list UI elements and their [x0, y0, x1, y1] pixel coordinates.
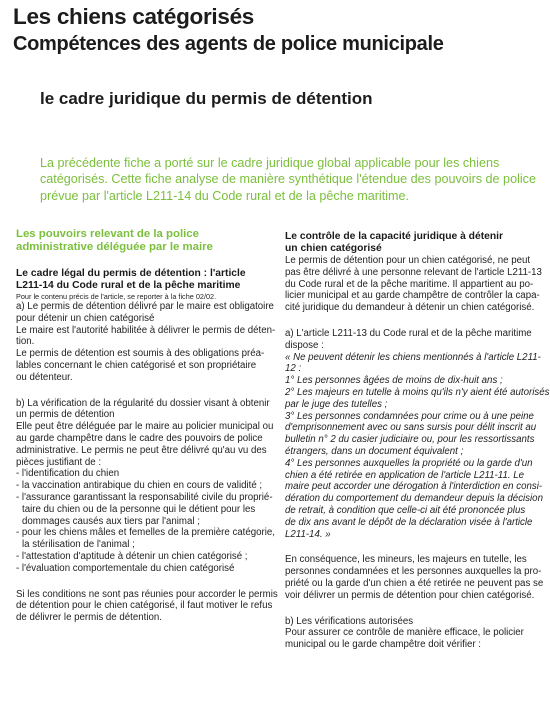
list-item: - pour les chiens mâles et femelles de la première catégorie,: [16, 527, 275, 539]
list-item: la stérilisation de l'animal ;: [22, 539, 135, 551]
quote-line: de retrait, à condition que celle-ci ait été prononcée plus: [285, 504, 526, 516]
left-column: [16, 228, 278, 624]
right-paragraph-2: [285, 328, 545, 352]
text-line: administrative. Le permis ne peut être délivré qu'au vu des: [16, 444, 267, 456]
quote-line: maire peut accorder une dérogation à l'interdiction en consi-: [285, 481, 543, 493]
text-line: Si les conditions ne sont pas réunies pour accorder le permis: [16, 588, 278, 600]
intro-line: prévue par l'article L211-14 du Code rural et de la pêche maritime.: [40, 188, 409, 203]
text-line: de détention pour le chien catégorisé, il faut motiver le refus: [16, 600, 273, 612]
left-subheading: [16, 268, 274, 292]
paragraph-b: [16, 398, 274, 575]
quote-line: étrangers, dans un document équivalent ;: [285, 445, 464, 457]
text-line: Le permis de détention est soumis à des obligations préa-: [16, 348, 265, 360]
list-item: taire du chien ou de la personne qui le détient pour les: [22, 503, 256, 515]
list-item: dommages causés aux tiers par l'animal ;: [22, 515, 200, 527]
text-line: ou détenteur.: [16, 371, 73, 383]
list-item: - l'identification du chien: [16, 468, 120, 480]
text-line: au garde champêtre dans le cadre des pouvoirs de police: [16, 432, 263, 444]
paragraph-a: [16, 301, 274, 384]
right-paragraph-1: [285, 255, 545, 314]
intro-line: catégorisés. Cette fiche analyse de manière synthétique l'étendue des pouvoirs de police: [40, 172, 536, 187]
quote-line: 4° Les personnes auxquelles la propriété ou la garde d'un: [285, 457, 533, 469]
page-title: Les chiens catégorisés: [13, 4, 255, 29]
left-heading-line: administrative déléguée par le maire: [16, 241, 213, 253]
text-line: a) Le permis de détention délivré par le maire est obligatoire: [16, 301, 274, 312]
text-line: un permis de détention: [16, 409, 115, 421]
list-item: - l'attestation d'aptitude à détenir un chien catégorisé ;: [16, 550, 248, 562]
quote-line: « Ne peuvent détenir les chiens mentionnés à l'article L211-: [285, 351, 541, 363]
text-line: du Code rural et de la pêche maritime. Il appartient au po-: [285, 278, 534, 290]
intro-line: La précédente fiche a porté sur le cadre juridique global applicable pour les chiens: [40, 156, 500, 170]
text-line: de délivrer le permis de détention.: [16, 612, 162, 624]
text-line: dispose :: [285, 339, 324, 351]
text-line: a) L'article L211-13 du Code rural et de la pêche maritime: [285, 327, 532, 339]
text-line: lables concernant le chien catégorisé et son propriétaire: [16, 359, 257, 371]
right-heading-line: un chien catégorisé: [285, 243, 382, 254]
text-line: pour détenir un chien catégorisé: [16, 312, 155, 324]
text-line: pas être délivré à une personne relevant de l'article L211-13: [285, 266, 542, 278]
text-line: Le maire est l'autorité habilitée à délivrer le permis de déten-: [16, 324, 276, 336]
intro-paragraph: [40, 155, 536, 204]
right-column: [285, 231, 550, 651]
quote-line: dération du comportement du demandeur depuis la décision: [285, 493, 543, 505]
text-line: pièces justifiant de :: [16, 456, 102, 468]
text-line: cité juridique du demandeur à détenir un chien catégorisé.: [285, 302, 535, 314]
law-quote: [285, 351, 550, 541]
quote-line: L211-14. »: [285, 528, 331, 540]
reference-note: Pour le contenu précis de l'article, se reporter à la fiche 02/02.: [16, 292, 217, 301]
text-line: licier municipal et au garde champêtre de contrôler la capa-: [285, 290, 540, 302]
section-title: le cadre juridique du permis de détention: [40, 89, 373, 108]
right-paragraph-4: [285, 616, 545, 651]
text-line: personnes condamnées et les personnes auxquelles la pro-: [285, 566, 542, 578]
left-subheading-line: L211-14 du Code rural et de la pêche maritime: [16, 280, 241, 291]
page-subtitle: Compétences des agents de police municipale: [13, 33, 444, 55]
left-heading: [16, 228, 274, 254]
left-subheading-line: Le cadre légal du permis de détention : l'article: [16, 268, 246, 279]
paragraph-c: [16, 588, 278, 624]
right-paragraph-3: [285, 554, 545, 601]
text-line: tion.: [16, 336, 35, 348]
text-line: En conséquence, les mineurs, les majeurs en tutelle, les: [285, 554, 527, 566]
quote-line: de dix ans avant le dépôt de la déclaration visée à l'article: [285, 516, 533, 528]
text-line: voir délivrer un permis de détention pour chien catégorisé.: [285, 589, 535, 601]
text-line: Le permis de détention pour un chien catégorisé, ne peut: [285, 255, 531, 266]
quote-line: d'emprisonnement avec ou sans sursis pour délit inscrit au: [285, 422, 537, 434]
quote-line: bulletin n° 2 du casier judiciaire ou, pour les ressortissants: [285, 434, 535, 446]
list-item: - l'assurance garantissant la responsabilité civile du proprié-: [16, 491, 273, 503]
text-line: municipal ou le garde champêtre doit vérifier :: [285, 639, 482, 651]
text-line: Pour assurer ce contrôle de manière efficace, le policier: [285, 627, 524, 639]
list-item: - l'évaluation comportementale du chien catégorisé: [16, 562, 235, 574]
quote-line: 1° Les personnes âgées de moins de dix-huit ans ;: [285, 375, 503, 387]
quote-line: 12 :: [285, 363, 302, 375]
right-heading-line: Le contrôle de la capacité juridique à détenir: [285, 231, 504, 242]
text-line: b) La vérification de la régularité du dossier visant à obtenir: [16, 397, 270, 409]
text-line: Elle peut être déléguée par le maire au policier municipal ou: [16, 421, 274, 433]
list-item: - la vaccination antirabique du chien en cours de validité ;: [16, 480, 263, 492]
text-line: priété ou la garde d'un chien a été retirée ne peuvent pas se: [285, 577, 544, 589]
left-heading-line: Les pouvoirs relevant de la police: [16, 228, 199, 240]
quote-line: 2° Les majeurs en tutelle à moins qu'ils n'y aient été autorisés: [285, 386, 550, 398]
quote-line: chien a été retirée en application de l'article L211-11. Le: [285, 469, 524, 481]
right-heading: [285, 231, 545, 255]
quote-line: 3° Les personnes condamnées pour crime ou à une peine: [285, 410, 534, 422]
text-line: b) Les vérifications autorisées: [285, 615, 414, 627]
quote-line: par le juge des tutelles ;: [285, 398, 388, 410]
